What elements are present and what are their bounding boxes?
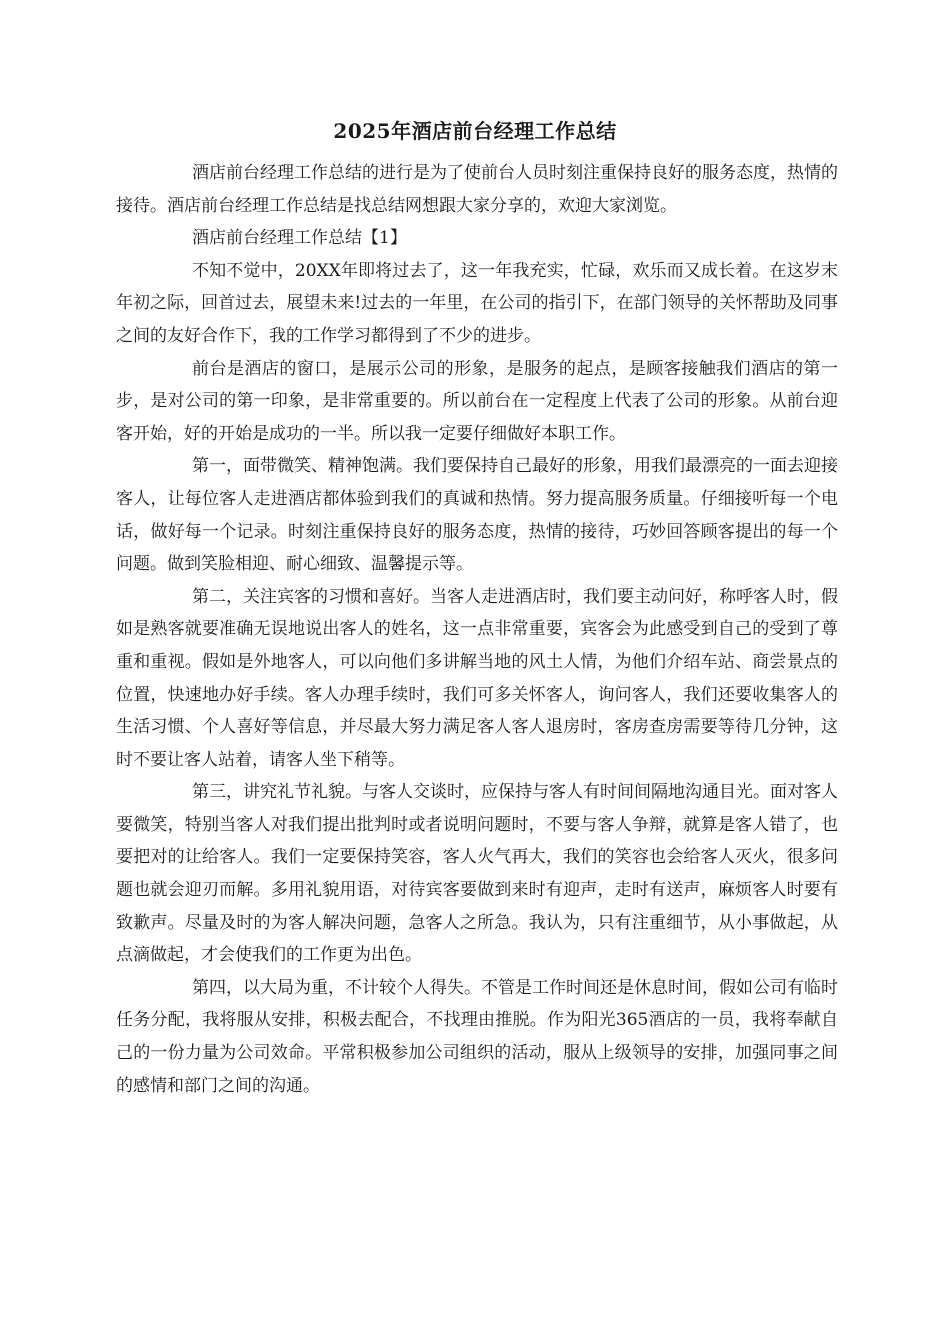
body-paragraph: 前台是酒店的窗口，是展示公司的形象，是服务的起点，是顾客接触我们酒店的第一步，是对公司的第一印象，是非常重要的。所以前台在一定程度上代表了公司的形象。从前台迎客开始，好的开始是成功的一半。所以我一定要仔细做好本职工作。 <box>116 358 838 444</box>
document-title: 2025年酒店前台经理工作总结 <box>333 119 617 143</box>
body-paragraph: 第一，面带微笑、精神饱满。我们要保持自己最好的形象，用我们最漂亮的一面去迎接客人，让每位客人走进酒店都体验到我们的真诚和热情。努力提高服务质量。仔细接听每一个电话，做好每一个记录。时刻注重保持良好的服务态度，热情的接待，巧妙回答顾客提出的每一个问题。做到笑脸相迎、耐心细致、温馨提示等。 <box>116 456 838 575</box>
section-heading: 酒店前台经理工作总结【1】 <box>192 228 407 249</box>
intro-paragraph: 酒店前台经理工作总结的进行是为了使前台人员时刻注重保持良好的服务态度，热情的接待。酒店前台经理工作总结是找总结网想跟大家分享的，欢迎大家浏览。 <box>116 163 838 216</box>
body-paragraph: 第三，讲究礼节礼貌。与客人交谈时，应保持与客人有时间间隔地沟通目光。面对客人要微笑，特别当客人对我们提出批判时或者说明问题时，不要与客人争辩，就算是客人错了，也要把对的让给客人。我们一定要保持笑容，客人火气再大，我们的笑容也会给客人灭火，很多问题也就会迎刃而解。多用礼貌用语，对待宾客要做到来时有迎声，走时有送声，麻烦客人时要有致歉声。尽量及时的为客人解决问题，急客人之所急。我认为，只有注重细节，从小事做起，从点滴做起，才会使我们的工作更为出色。 <box>116 782 838 966</box>
body-paragraph: 不知不觉中，20XX年即将过去了，这一年我充实，忙碌，欢乐而又成长着。在这岁末年初之际，回首过去，展望未来!过去的一年里，在公司的指引下，在部门领导的关怀帮助及同事之间的友好合作下，我的工作学习都得到了不少的进步。 <box>116 260 838 346</box>
body-paragraph: 第四，以大局为重，不计较个人得失。不管是工作时间还是休息时间，假如公司有临时任务分配，我将服从安排，积极去配合，不找理由推脱。作为阳光365酒店的一员，我将奉献自己的一份力量为公司效命。平常积极参加公司组织的活动，服从上级领导的安排，加强同事之间的感情和部门之间的沟通。 <box>116 977 838 1096</box>
body-paragraph: 第二，关注宾客的习惯和喜好。当客人走进酒店时，我们要主动问好，称呼客人时，假如是熟客就要准确无误地说出客人的姓名，这一点非常重要，宾客会为此感受到自己的受到了尊重和重视。假如是外地客人，可以向他们多讲解当地的风土人情，为他们介绍车站、商尝景点的位置，快速地办好手续。客人办理手续时，我们可多关怀客人，询问客人，我们还要收集客人的生活习惯、个人喜好等信息，并尽最大努力满足客人客人退房时，客房查房需要等待几分钟，这时不要让客人站着，请客人坐下稍等。 <box>116 586 838 770</box>
document-body <box>116 157 838 1102</box>
